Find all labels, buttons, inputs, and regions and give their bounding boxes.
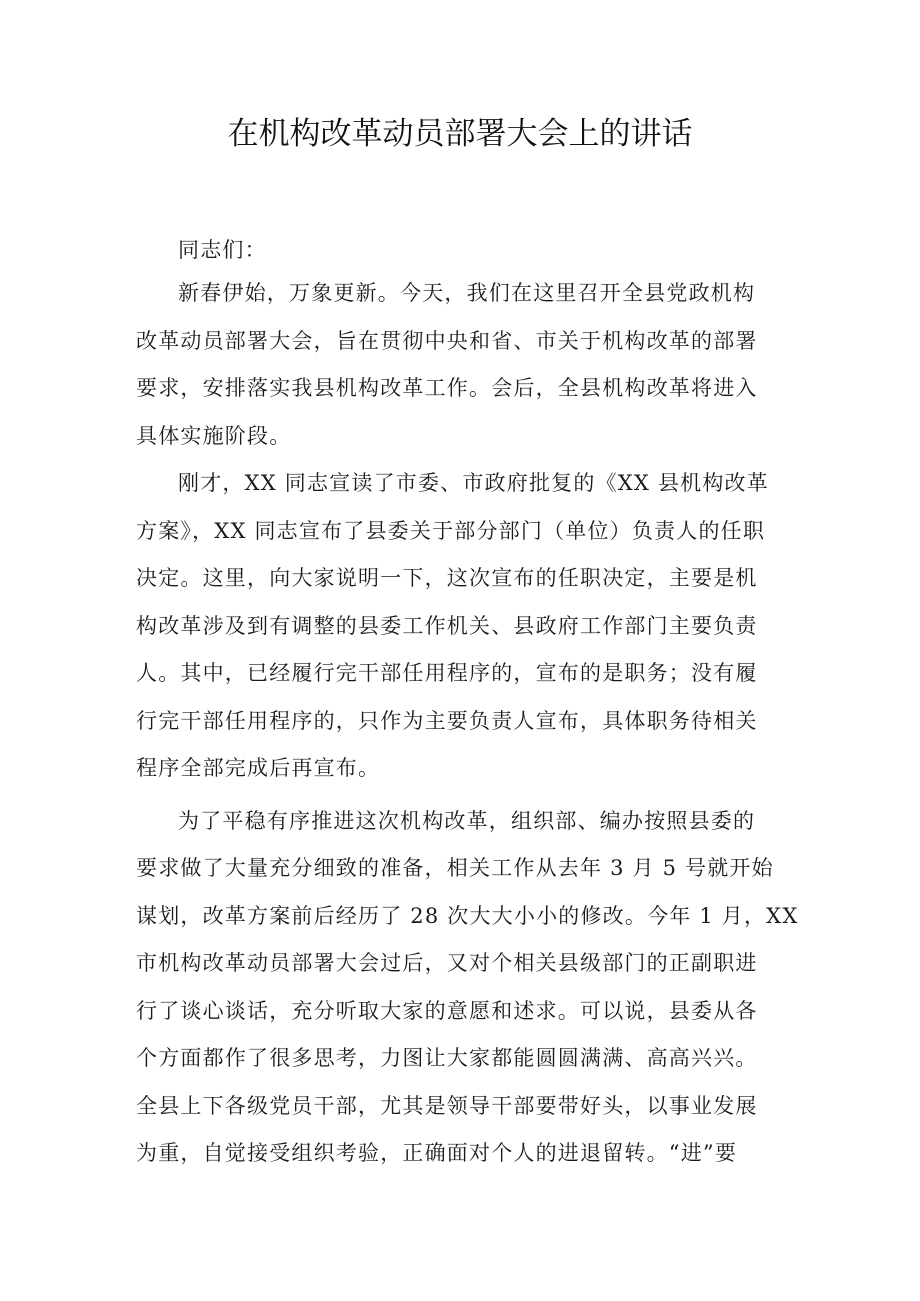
paragraph-2-line-5: 人。其中，已经履行完干部任用程序的，宣布的是职务；没有履: [136, 661, 758, 685]
paragraph-1-line-4: 具体实施阶段。: [136, 424, 292, 448]
paragraph-2-line-2: 方案》，XX 同志宣布了县委关于部分部门（单位）负责人的任职: [136, 519, 766, 543]
paragraph-3-line-3: 谋划，改革方案前后经历了 28 次大大小小的修改。今年 1 月，XX: [136, 904, 799, 928]
salutation: 同志们：: [178, 238, 267, 262]
paragraph-1-line-3: 要求，安排落实我县机构改革工作。会后，全县机构改革将进入: [136, 376, 758, 400]
paragraph-3-line-1: 为了平稳有序推进这次机构改革，组织部、编办按照县委的: [178, 809, 756, 833]
document-title: 在机构改革动员部署大会上的讲话: [227, 116, 693, 152]
paragraph-3-line-2: 要求做了大量充分细致的准备，相关工作从去年 3 月 5 号就开始: [136, 856, 774, 880]
paragraph-2-line-3: 决定。这里，向大家说明一下，这次宣布的任职决定，主要是机: [136, 566, 758, 590]
paragraph-2-line-6: 行完干部任用程序的，只作为主要负责人宣布，具体职务待相关: [136, 709, 758, 733]
paragraph-2-line-1: 刚才，XX 同志宣读了市委、市政府批复的《XX 县机构改革: [178, 471, 769, 495]
paragraph-1-line-2: 改革动员部署大会，旨在贯彻中央和省、市关于机构改革的部署: [136, 329, 758, 353]
paragraph-1-line-1: 新春伊始，万象更新。今天，我们在这里召开全县党政机构: [178, 281, 756, 305]
paragraph-3-line-5: 行了谈心谈话，充分听取大家的意愿和述求。可以说，县委从各: [136, 999, 758, 1023]
paragraph-3-line-8: 为重，自觉接受组织考验，正确面对个人的进退留转。“进”要: [136, 1141, 738, 1165]
paragraph-2-line-4: 构改革涉及到有调整的县委工作机关、县政府工作部门主要负责: [136, 614, 758, 638]
paragraph-3-line-4: 市机构改革动员部署大会过后，又对个相关县级部门的正副职进: [136, 951, 758, 975]
paragraph-2-line-7: 程序全部完成后再宣布。: [136, 756, 381, 780]
paragraph-3-line-6: 个方面都作了很多思考，力图让大家都能圆圆满满、高高兴兴。: [136, 1046, 758, 1070]
paragraph-3-line-7: 全县上下各级党员干部，尤其是领导干部要带好头，以事业发展: [136, 1094, 758, 1118]
